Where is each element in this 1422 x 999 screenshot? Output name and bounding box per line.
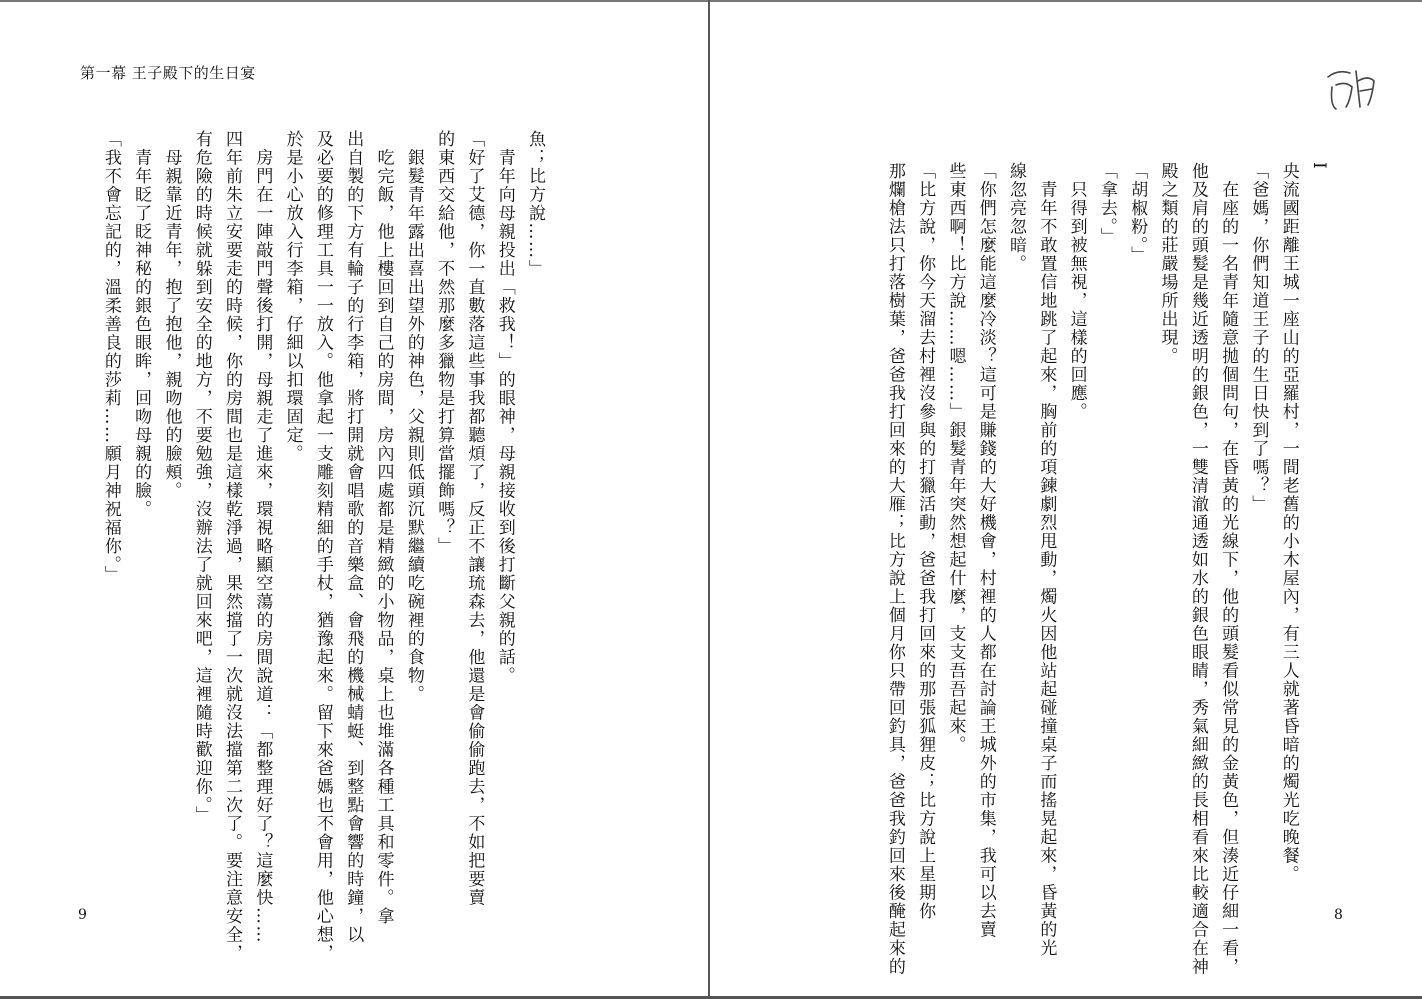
text-column: 「好了艾德，你一直數落這些事我都聽煩了，反正不讓琉森去，他還是會偷偷跑去，不如把要賣 bbox=[464, 130, 485, 907]
text-column: 央流國距離王城一座山的亞羅村，一間老舊的小木屋內，有三人就著昏暗的燭光吃晚餐。 bbox=[1278, 162, 1299, 884]
text-column: 「爸媽，你們知道王子的生日快到了嗎？」 bbox=[1248, 162, 1269, 514]
signature-icon bbox=[1320, 57, 1380, 117]
text-column: 母親靠近青年，抱了抱他，親吻他的臉頰。 bbox=[161, 130, 182, 500]
text-column: 「比方說，你今天溜去村裡沒參與的打獵活動，爸爸我打回來的那張狐狸皮；比方說上星期你 bbox=[915, 162, 936, 921]
text-column: 魚；比方說……」 bbox=[525, 130, 545, 278]
text-column: 出自製的下方有輪子的行李箱，將打開就會唱歌的音樂盒、會飛的機械蜻蜓、到整點會響的時鐘，以 bbox=[343, 130, 364, 944]
text-column: 那爛槍法只打落樹葉，爸爸我打回來的大雁；比方說上個月你只帶回釣具，爸爸我釣回來後醃起來的 bbox=[884, 162, 905, 976]
text-column: 線忽亮忽暗。 bbox=[1006, 162, 1027, 273]
text-column: 青年眨了眨神秘的銀色眼眸，回吻母親的臉。 bbox=[131, 130, 152, 519]
page-number-left: 9 bbox=[78, 907, 87, 923]
section-mark: I bbox=[1309, 162, 1329, 171]
text-column: 有危險的時候就躲到安全的地方，不要勉強，沒辦法了就回來吧，這裡隨時歡迎你。」 bbox=[191, 130, 212, 825]
text-column: 「拿去。」 bbox=[1096, 162, 1117, 246]
text-column: 「你們怎麼能這麼冷淡？這可是賺錢的大好機會，村裡的人都在討論王城外的市集，我可以去賣 bbox=[975, 162, 996, 939]
text-column: 青年向母親投出「救我！」的眼神，母親接收到後打斷父親的話。 bbox=[494, 130, 515, 685]
text-column: 青年不敢置信地跳了起來，胸前的項鍊劇烈甩動，燭火因他站起碰撞桌子而搖晃起來，昏黃的光 bbox=[1036, 162, 1057, 958]
text-column: 「胡椒粉。」 bbox=[1127, 162, 1148, 265]
text-column: 的東西交給他，不然那麼多獵物是打算當擺飾嗎？」 bbox=[434, 130, 455, 556]
right-page-body bbox=[880, 162, 1334, 976]
page-number-right: 8 bbox=[1334, 907, 1343, 923]
text-column: 他及肩的頭髮是幾近透明的銀色，一雙清澈通透如水的銀色眼睛，秀氣細緻的長相看來比較適合在神 bbox=[1187, 162, 1208, 976]
text-column: 些東西啊！比方說……嗯……」銀髮青年突然想起什麼，支支吾吾起來。 bbox=[945, 162, 966, 754]
text-column: 吃完飯，他上樓回到自己的房間，房內四處都是精緻的小物品，桌上也堆滿各種工具和零件。拿 bbox=[373, 130, 394, 926]
text-column: 在座的一名青年隨意拋個問句，在昏黃的光線下，他的頭髮看似常見的金黃色，但湊近仔細一看， bbox=[1218, 162, 1239, 976]
text-column: 及必要的修理工具一一放入。他拿起一支雕刻精細的手杖，猶豫起來。留下來爸媽也不會用，他心想， bbox=[312, 130, 333, 963]
text-column: 只得到被無視，這樣的回應。 bbox=[1066, 162, 1087, 421]
right-page bbox=[710, 2, 1422, 996]
text-column: 銀髮青年露出喜出望外的神色，父親則低頭沉默繼續吃碗裡的食物。 bbox=[403, 130, 424, 704]
left-page bbox=[0, 2, 708, 996]
text-column: 房門在一陣敲門聲後打開，母親走了進來，環視略顯空蕩的房間說道：「都整理好了？這麼快…… bbox=[252, 130, 273, 944]
left-page-body bbox=[96, 130, 550, 963]
text-column: 殿之類的莊嚴場所出現。 bbox=[1157, 162, 1178, 366]
chapter-header: 第一幕 王子殿下的生日宴 bbox=[80, 64, 256, 82]
text-column: 四年前朱立安要走的時候，你的房間也是這樣乾淨過，果然擋了一次就沒法擋第二次了。要注意安全， bbox=[222, 130, 243, 963]
text-column: 於是小心放入行李箱，仔細以扣環固定。 bbox=[282, 130, 303, 463]
text-column: 「我不會忘記的，溫柔善良的莎莉……願月神祝福你。」 bbox=[100, 130, 121, 584]
